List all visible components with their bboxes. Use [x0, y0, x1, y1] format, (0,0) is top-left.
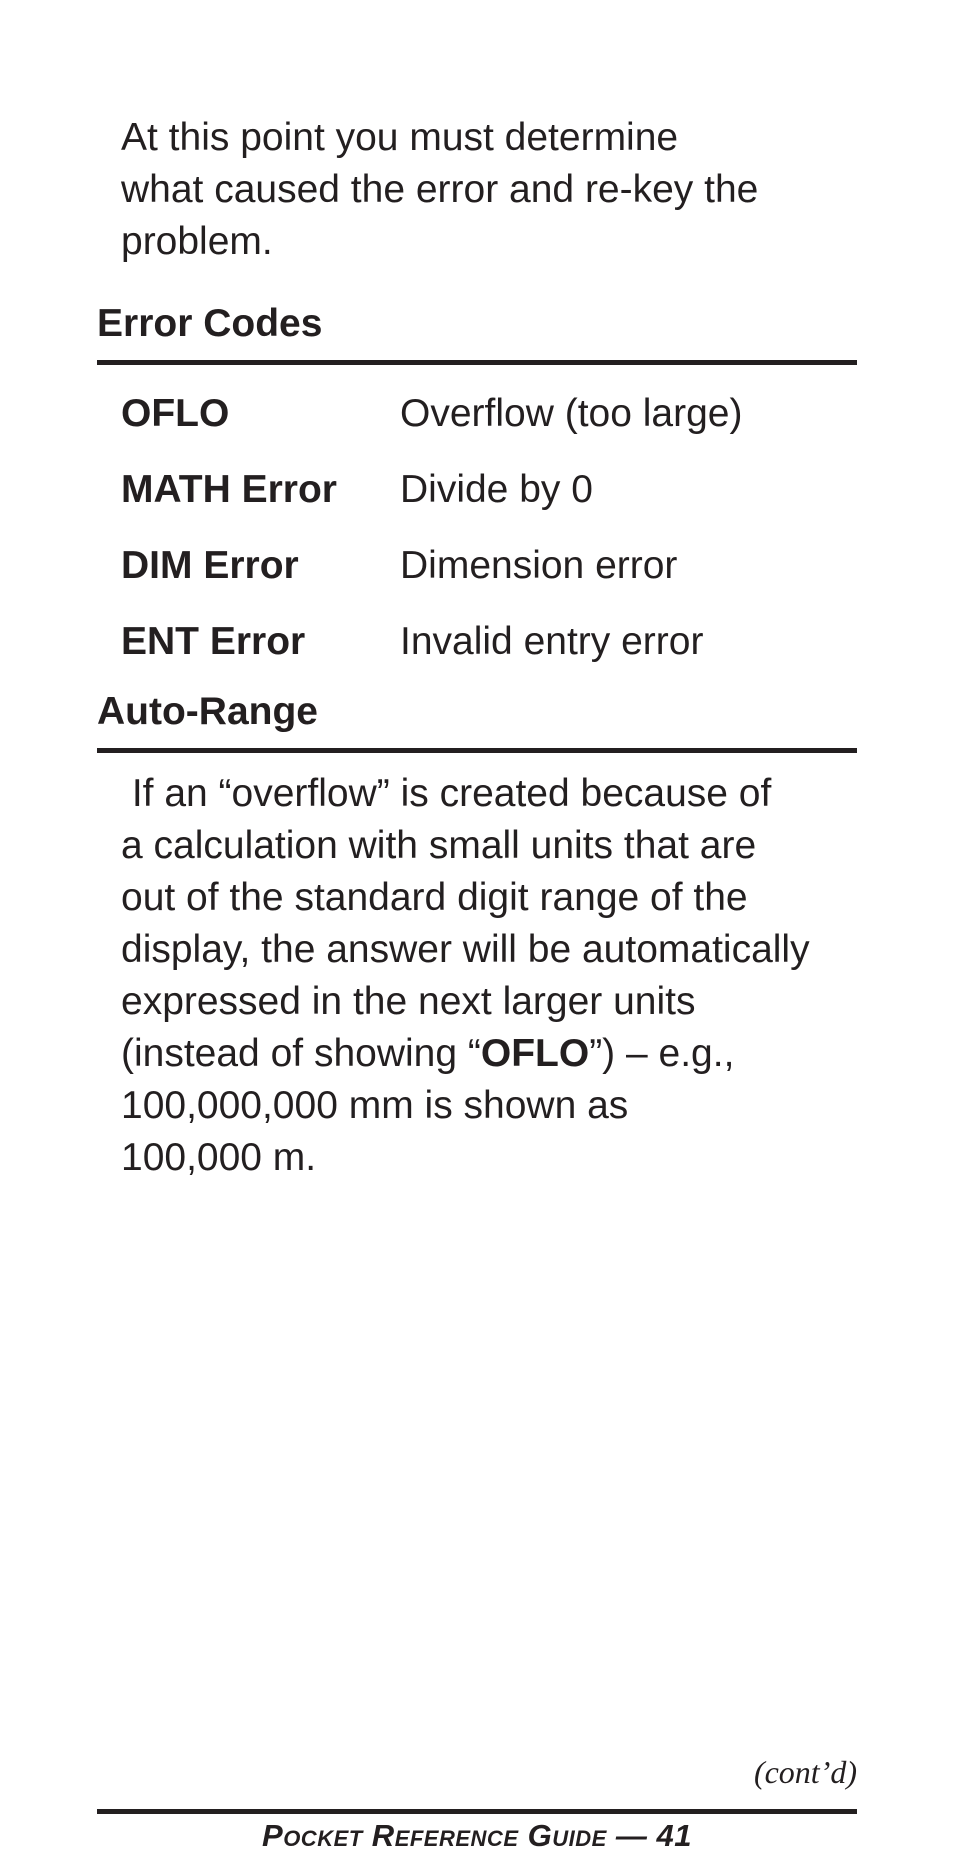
table-row: [121, 452, 861, 528]
error-description: Overflow (too large): [400, 392, 743, 435]
paragraph-line: out of the standard digit range of the: [121, 876, 748, 919]
error-description: Dimension error: [400, 544, 678, 587]
paragraph-line: expressed in the next larger units: [121, 980, 696, 1023]
error-code: DIM Error: [121, 544, 299, 587]
continued-note: (cont’d): [753, 1754, 857, 1790]
table-row: [121, 604, 861, 680]
oflo-emphasis: OFLO: [480, 1032, 590, 1075]
paragraph-line: a calculation with small units that are: [121, 824, 757, 867]
paragraph-line: If an “overflow” is created because of: [121, 772, 772, 815]
paragraph-text: ”) – e.g.,: [589, 1032, 735, 1075]
page-footer: Pocket Reference Guide — 41: [262, 1818, 692, 1853]
auto-range-heading: Auto-Range: [97, 690, 318, 733]
paragraph-text: (instead of showing “: [121, 1032, 481, 1075]
error-description: Invalid entry error: [400, 620, 704, 663]
paragraph-line: 100,000 m.: [121, 1136, 317, 1179]
paragraph-line: 100,000,000 mm is shown as: [121, 1084, 629, 1127]
intro-line: At this point you must determine: [121, 116, 679, 159]
intro-paragraph: [121, 112, 861, 268]
error-codes-rule: [97, 360, 857, 365]
table-row: [121, 528, 861, 604]
error-code: OFLO: [121, 392, 230, 435]
error-description: Divide by 0: [400, 468, 593, 511]
error-code: ENT Error: [121, 620, 306, 663]
intro-line: problem.: [121, 220, 273, 263]
intro-line: what caused the error and re-key the: [121, 168, 759, 211]
footer-rule: [97, 1809, 857, 1814]
paragraph-line: display, the answer will be automatically: [121, 928, 810, 971]
auto-range-rule: [97, 748, 857, 753]
auto-range-paragraph: [121, 768, 861, 1184]
error-codes-table: [121, 376, 861, 680]
table-row: [121, 376, 861, 452]
error-codes-heading: Error Codes: [97, 302, 323, 345]
paragraph-line: [121, 1028, 861, 1080]
error-code: MATH Error: [121, 468, 337, 511]
